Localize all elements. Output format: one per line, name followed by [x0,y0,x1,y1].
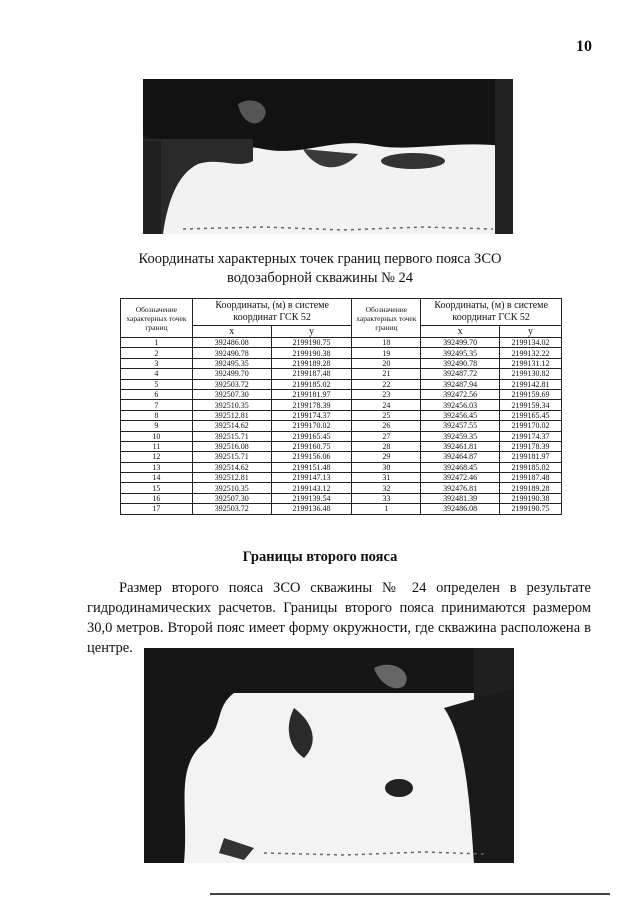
cell-x-left: 392507.30 [192,389,271,399]
cell-y-right: 2199181.97 [500,452,562,462]
cell-x-right: 392456.45 [421,410,500,420]
caption-line-2: водозаборной скважины № 24 [226,270,414,286]
header-point-right: Обозначение характерных точек границ [352,299,421,338]
table-row [121,410,562,420]
body-paragraph: Размер второго пояса ЗСО скважины № 24 определен в результате гидродинамических расчетов. Границы второго пояса принимаются размером 30,0 метров. Второй пояс имеет форму окружности, где скважина расположена в центре. [87,580,591,656]
cell-y-right: 2199178.39 [500,441,562,451]
cell-y-right: 2199190.75 [500,504,562,514]
table-row [121,369,562,379]
cell-x-right: 392459.35 [421,431,500,441]
cell-y-right: 2199187.48 [500,473,562,483]
cell-point-left: 3 [121,358,193,368]
cell-x-right: 392468.45 [421,462,500,472]
cell-point-left: 2 [121,348,193,358]
cell-point-left: 15 [121,483,193,493]
cell-point-left: 11 [121,441,193,451]
cell-point-right: 26 [352,421,421,431]
cell-point-left: 6 [121,389,193,399]
cell-y-right: 2199165.45 [500,410,562,420]
cell-x-left: 392515.71 [192,452,271,462]
cell-point-left: 8 [121,410,193,420]
cell-x-right: 392487.72 [421,369,500,379]
table-row [121,379,562,389]
cell-point-left: 5 [121,379,193,389]
cell-x-right: 392499.70 [421,338,500,348]
cell-x-right: 392487.94 [421,379,500,389]
cell-x-left: 392512.81 [192,473,271,483]
cell-x-right: 392472.46 [421,473,500,483]
table-row [121,400,562,410]
cell-y-right: 2199190.38 [500,493,562,503]
cell-y-left: 2199178.39 [271,400,352,410]
table-row [121,452,562,462]
cell-y-left: 2199151.48 [271,462,352,472]
cell-point-right: 31 [352,473,421,483]
header-point-left: Обозначение характерных точек границ [121,299,193,338]
cell-point-right: 23 [352,389,421,399]
cell-x-right: 392461.81 [421,441,500,451]
cell-y-left: 2199189.28 [271,358,352,368]
table-row [121,421,562,431]
cell-x-right: 392476.81 [421,483,500,493]
cell-x-left: 392514.62 [192,462,271,472]
cell-x-right: 392486.08 [421,504,500,514]
aerial-photo-first-belt [143,79,513,234]
header-coords-right: Координаты, (м) в системе координат ГСК 52 [421,299,562,326]
cell-point-left: 7 [121,400,193,410]
caption-line-1: Координаты характерных точек границ первого пояса ЗСО [138,251,502,267]
cell-y-right: 2199174.37 [500,431,562,441]
cell-point-right: 1 [352,504,421,514]
table-row [121,493,562,503]
table-row [121,389,562,399]
cell-y-left: 2199190.38 [271,348,352,358]
cell-x-left: 392515.71 [192,431,271,441]
cell-x-left: 392495.35 [192,358,271,368]
cell-point-left: 13 [121,462,193,472]
cell-point-left: 12 [121,452,193,462]
cell-x-right: 392495.35 [421,348,500,358]
cell-y-left: 2199156.06 [271,452,352,462]
cell-y-left: 2199181.97 [271,389,352,399]
cell-point-left: 4 [121,369,193,379]
cell-x-right: 392472.56 [421,389,500,399]
cell-x-left: 392516.08 [192,441,271,451]
cell-y-left: 2199170.02 [271,421,352,431]
table-row [121,483,562,493]
cell-x-left: 392510.35 [192,400,271,410]
cell-point-right: 25 [352,410,421,420]
cell-point-right: 33 [352,493,421,503]
cell-x-right: 392456.03 [421,400,500,410]
table-row [121,473,562,483]
cell-y-right: 2199142.81 [500,379,562,389]
cell-x-left: 392499.70 [192,369,271,379]
cell-y-left: 2199187.48 [271,369,352,379]
table-row [121,348,562,358]
cell-point-right: 30 [352,462,421,472]
cell-point-right: 24 [352,400,421,410]
cell-y-left: 2199185.02 [271,379,352,389]
header-y-right: y [500,326,562,338]
cell-y-left: 2199190.75 [271,338,352,348]
coordinates-table [120,298,562,515]
cell-x-right: 392464.87 [421,452,500,462]
page-number: 10 [576,38,592,55]
cell-x-left: 392503.72 [192,504,271,514]
cell-point-right: 29 [352,452,421,462]
table-row [121,431,562,441]
cell-y-left: 2199139.54 [271,493,352,503]
cell-point-right: 21 [352,369,421,379]
cell-point-left: 9 [121,421,193,431]
cell-point-right: 27 [352,431,421,441]
cell-x-left: 392503.72 [192,379,271,389]
cell-point-left: 10 [121,431,193,441]
header-y-left: y [271,326,352,338]
cell-x-right: 392481.39 [421,493,500,503]
table-body [121,338,562,515]
cell-y-right: 2199170.02 [500,421,562,431]
cell-x-left: 392490.78 [192,348,271,358]
cell-y-right: 2199185.02 [500,462,562,472]
cell-y-right: 2199159.34 [500,400,562,410]
cell-y-left: 2199143.12 [271,483,352,493]
cell-point-right: 19 [352,348,421,358]
cell-point-left: 1 [121,338,193,348]
table-row [121,441,562,451]
header-coords-left: Координаты, (м) в системе координат ГСК 52 [192,299,352,326]
cell-point-left: 16 [121,493,193,503]
cell-y-right: 2199134.02 [500,338,562,348]
aerial-photo-second-belt [144,648,514,863]
cell-y-left: 2199160.75 [271,441,352,451]
table-row [121,358,562,368]
cell-point-right: 20 [352,358,421,368]
cell-y-right: 2199159.69 [500,389,562,399]
cell-point-right: 28 [352,441,421,451]
cell-point-right: 32 [352,483,421,493]
cell-x-left: 392486.08 [192,338,271,348]
header-x-left: x [192,326,271,338]
cell-y-left: 2199147.13 [271,473,352,483]
cell-point-right: 18 [352,338,421,348]
cell-y-left: 2199165.45 [271,431,352,441]
cell-y-right: 2199130.82 [500,369,562,379]
table-row [121,338,562,348]
cell-point-right: 22 [352,379,421,389]
cell-x-left: 392507.30 [192,493,271,503]
cell-y-right: 2199132.22 [500,348,562,358]
cell-x-left: 392510.35 [192,483,271,493]
cell-x-left: 392512.81 [192,410,271,420]
bottom-rule [210,893,610,895]
table-row [121,504,562,514]
cell-y-right: 2199189.28 [500,483,562,493]
cell-y-left: 2199174.37 [271,410,352,420]
cell-point-left: 17 [121,504,193,514]
cell-x-left: 392514.62 [192,421,271,431]
table-row [121,462,562,472]
table-caption [120,250,520,288]
cell-y-right: 2199131.12 [500,358,562,368]
cell-x-right: 392457.55 [421,421,500,431]
cell-x-right: 392490.78 [421,358,500,368]
section-heading: Границы второго пояса [242,549,398,565]
header-x-right: x [421,326,500,338]
cell-point-left: 14 [121,473,193,483]
cell-y-left: 2199136.48 [271,504,352,514]
